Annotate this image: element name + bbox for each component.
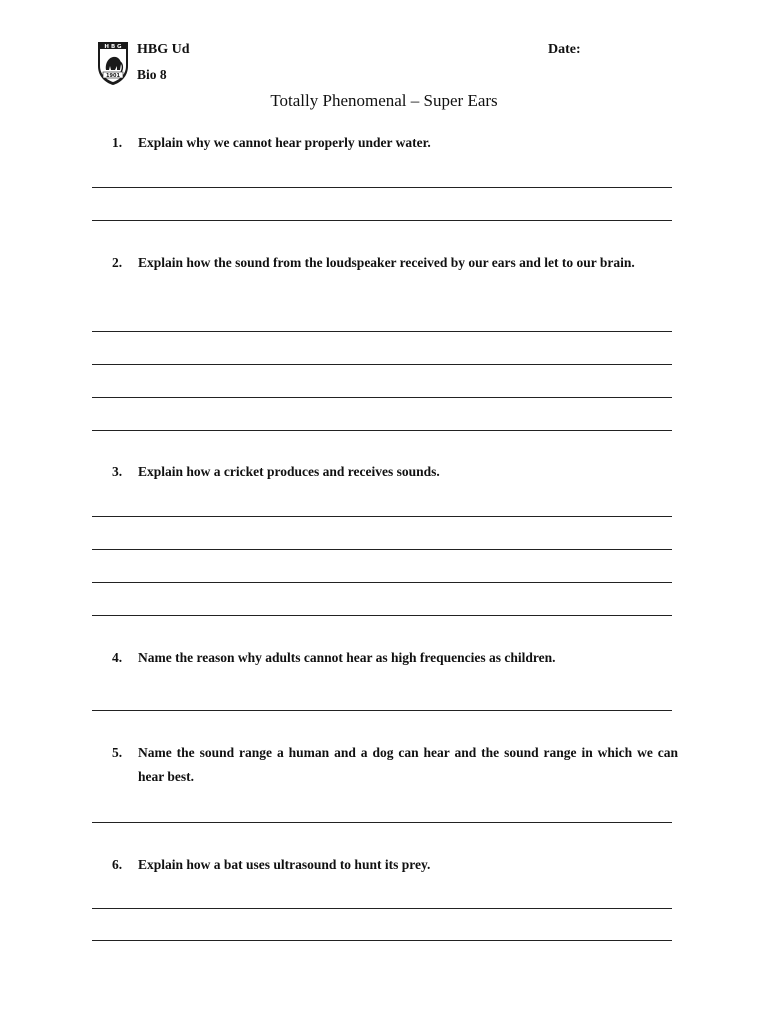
question-number: 3. (112, 464, 123, 479)
question-text: Explain how a cricket produces and receives sounds. (138, 464, 440, 479)
school-logo (96, 40, 130, 86)
school-name: HBG Ud (137, 42, 190, 57)
answer-line[interactable] (92, 549, 672, 550)
answer-line[interactable] (92, 582, 672, 583)
answer-line[interactable] (92, 397, 672, 398)
date-label: Date: (548, 42, 581, 57)
logo-year: 1901 (106, 73, 120, 79)
question-text: Explain why we cannot hear properly under water. (138, 135, 431, 150)
answer-line[interactable] (92, 940, 672, 941)
page-title: Totally Phenomenal – Super Ears (270, 91, 498, 110)
question-number: 2. (112, 255, 123, 270)
answer-line[interactable] (92, 908, 672, 909)
answer-line[interactable] (92, 710, 672, 711)
question-number: 1. (112, 135, 123, 150)
class-name: Bio 8 (137, 67, 167, 82)
question-text: Explain how the sound from the loudspeaker received by our ears and let to our brain. (138, 255, 635, 270)
answer-line[interactable] (92, 220, 672, 221)
answer-line[interactable] (92, 430, 672, 431)
question-number: 5. (112, 745, 123, 760)
answer-line[interactable] (92, 516, 672, 517)
answer-line[interactable] (92, 364, 672, 365)
question-number: 4. (112, 650, 123, 665)
logo-letters: H B G (104, 44, 122, 50)
answer-line[interactable] (92, 331, 672, 332)
answer-line[interactable] (92, 187, 672, 188)
question-text: Name the reason why adults cannot hear as high frequencies as children. (138, 650, 556, 665)
answer-line[interactable] (92, 615, 672, 616)
question-text: Name the sound range a human and a dog can hear and the sound range in which we can hear best. (138, 745, 678, 784)
answer-line[interactable] (92, 822, 672, 823)
question-number: 6. (112, 857, 123, 872)
question-text: Explain how a bat uses ultrasound to hunt its prey. (138, 857, 431, 872)
school-crest-icon (96, 40, 130, 86)
